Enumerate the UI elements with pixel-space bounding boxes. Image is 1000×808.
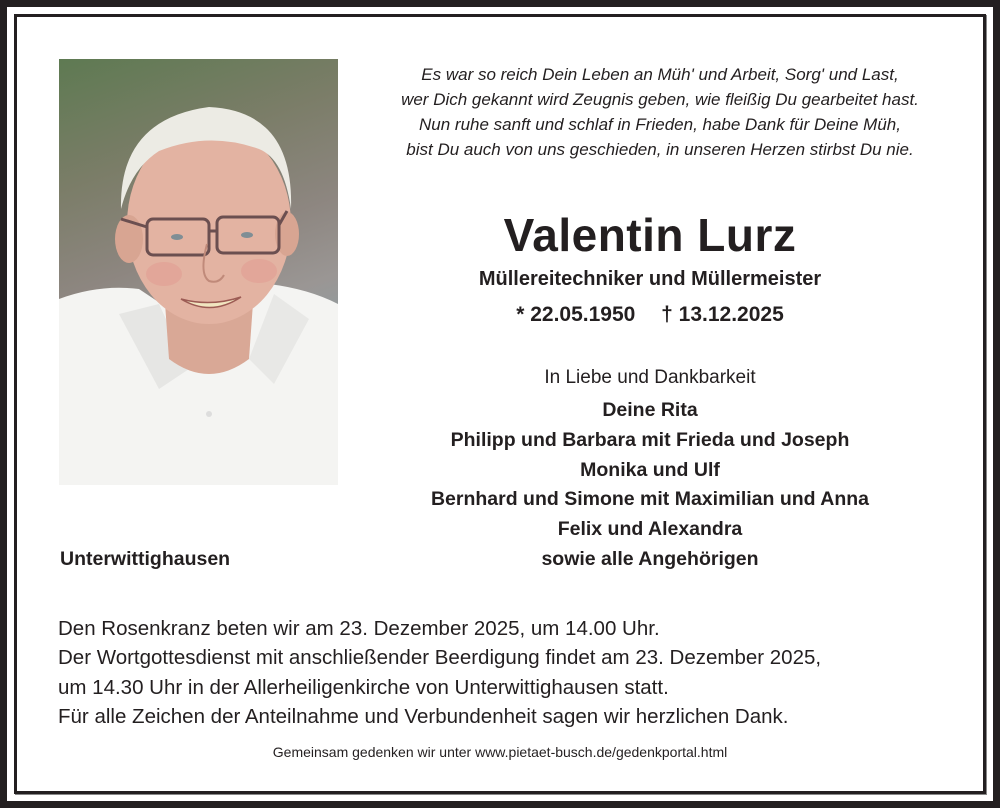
deceased-name: Valentin Lurz bbox=[503, 209, 797, 261]
verse-line: bist Du auch von uns geschieden, in unseren Herzen stirbst Du nie. bbox=[406, 140, 914, 159]
mourner-line: Philipp und Barbara mit Frieda und Joseph bbox=[450, 428, 850, 451]
birth-date: * 22.05.1950 bbox=[516, 303, 636, 326]
mourner-line: Bernhard und Simone mit Maximilian und Anna bbox=[430, 488, 870, 511]
info-line: um 14.30 Uhr in der Allerheiligenkirche von Unterwittighausen statt. bbox=[58, 675, 669, 699]
death-date: † 13.12.2025 bbox=[661, 303, 784, 326]
portrait-photo bbox=[59, 59, 338, 485]
info-line: Für alle Zeichen der Anteilnahme und Verbundenheit sagen wir herzlichen Dank. bbox=[58, 704, 789, 728]
info-line: Der Wortgottesdienst mit anschließender Beerdigung findet am 23. Dezember 2025, bbox=[58, 646, 822, 670]
memorial-portal-note: Gemeinsam gedenken wir unter www.pietaet-busch.de/gedenkportal.html bbox=[272, 744, 728, 760]
mourner-line: Monika und Ulf bbox=[580, 458, 720, 481]
verse-line: wer Dich gekannt wird Zeugnis geben, wie fleißig Du gearbeitet hast. bbox=[401, 90, 919, 109]
mourners-list bbox=[370, 396, 930, 575]
verse-line: Nun ruhe sanft und schlaf in Frieden, habe Dank für Deine Müh, bbox=[419, 115, 901, 134]
info-line: Den Rosenkranz beten wir am 23. Dezember 2025, um 14.00 Uhr. bbox=[58, 617, 660, 640]
portrait-illustration bbox=[59, 59, 338, 485]
mourner-line: sowie alle Angehörigen bbox=[541, 547, 759, 570]
mourner-line: Deine Rita bbox=[602, 399, 698, 421]
life-dates bbox=[400, 300, 900, 330]
memorial-verse bbox=[360, 62, 960, 162]
verse-line: Es war so reich Dein Leben an Müh' und Arbeit, Sorg' und Last, bbox=[421, 65, 899, 84]
mourner-line: Felix und Alexandra bbox=[557, 518, 743, 541]
place-name: Unterwittighausen bbox=[60, 548, 231, 570]
deceased-profession: Müllereitechniker und Müllermeister bbox=[478, 268, 822, 290]
service-info bbox=[58, 614, 958, 731]
mourners-intro: In Liebe und Dankbarkeit bbox=[544, 367, 756, 388]
